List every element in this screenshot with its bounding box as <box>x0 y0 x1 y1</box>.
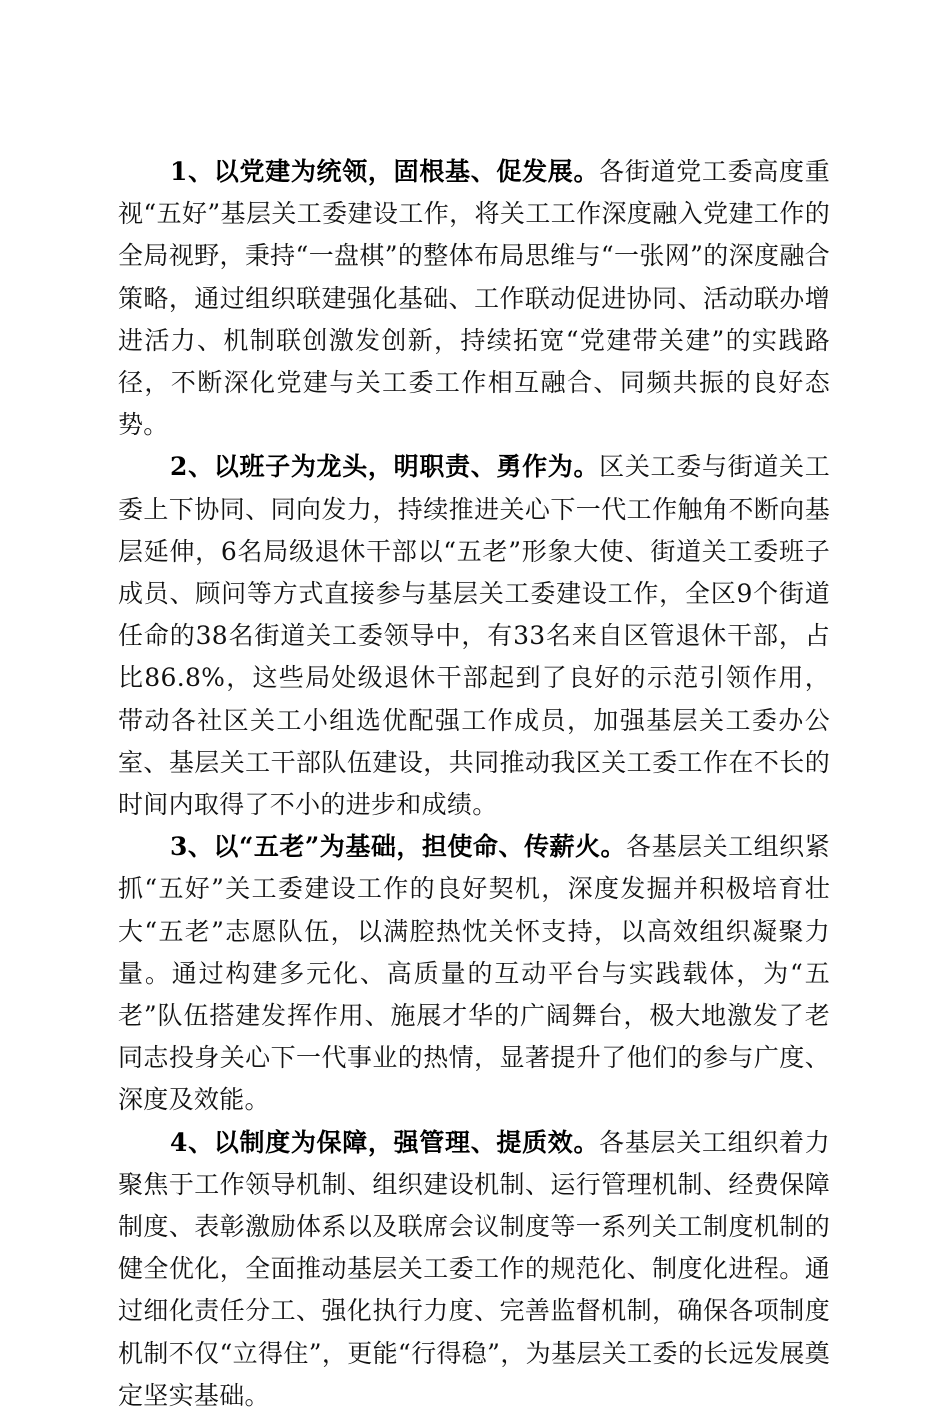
paragraph-4 <box>118 1122 830 1417</box>
paragraph-1-text: 各街道党工委高度重视“五好”基层关工委建设工作，将关工工作深度融入党建工作的全局视野，秉持“一盘棋”的整体布局思维与“一张网”的深度融合策略，通过组织联建强化基础、工作联动促进协同、活动联办增进活力、机制联创激发创新，持续拓宽“党建带关建”的实践路径，不断深化党建与关工委工作相互融合、同频共振的良好态势。 <box>118 157 831 440</box>
paragraph-3-heading: 3、以“五老”为基础，担使命、传薪火。 <box>170 832 627 862</box>
paragraph-2 <box>118 446 830 826</box>
paragraph-2-heading: 2、以班子为龙头，明职责、勇作为。 <box>170 452 600 482</box>
paragraph-3-text: 各基层关工组织紧抓“五好”关工委建设工作的良好契机，深度发掘并积极培育壮大“五老”志愿队伍，以满腔热忱关怀支持，以高效组织凝聚力量。通过构建多元化、高质量的互动平台与实践载体，为“五老”队伍搭建发挥作用、施展才华的广阔舞台，极大地激发了老同志投身关心下一代事业的热情，显著提升了他们的参与广度、深度及效能。 <box>118 832 830 1115</box>
document-body <box>118 151 830 1417</box>
paragraph-4-text: 各基层关工组织着力聚焦于工作领导机制、组织建设机制、运行管理机制、经费保障制度、表彰激励体系以及联席会议制度等一系列关工制度机制的健全优化，全面推动基层关工委工作的规范化、制度化进程。通过细化责任分工、强化执行力度、完善监督机制，确保各项制度机制不仅“立得住”，更能“行得稳”，为基层关工委的长远发展奠定坚实基础。 <box>118 1127 831 1410</box>
paragraph-2-text: 区关工委与街道关工委上下协同、同向发力，持续推进关心下一代工作触角不断向基层延伸，6名局级退休干部以“五老”形象大使、街道关工委班子成员、顾问等方式直接参与基层关工委建设工作，全区9个街道任命的38名街道关工委领导中，有33名来自区管退休干部，占比86.8%，这些局处级退休干部起到了良好的示范引领作用，带动各社区关工小组选优配强工作成员，加强基层关工委办公室、基层关工干部队伍建设，共同推动我区关工委工作在不长的时间内取得了不小的进步和成绩。 <box>118 452 831 820</box>
paragraph-3 <box>118 826 830 1121</box>
paragraph-4-heading: 4、以制度为保障，强管理、提质效。 <box>170 1127 600 1157</box>
paragraph-1 <box>118 151 830 446</box>
paragraph-1-heading: 1、以党建为统领，固根基、促发展。 <box>170 157 600 186</box>
